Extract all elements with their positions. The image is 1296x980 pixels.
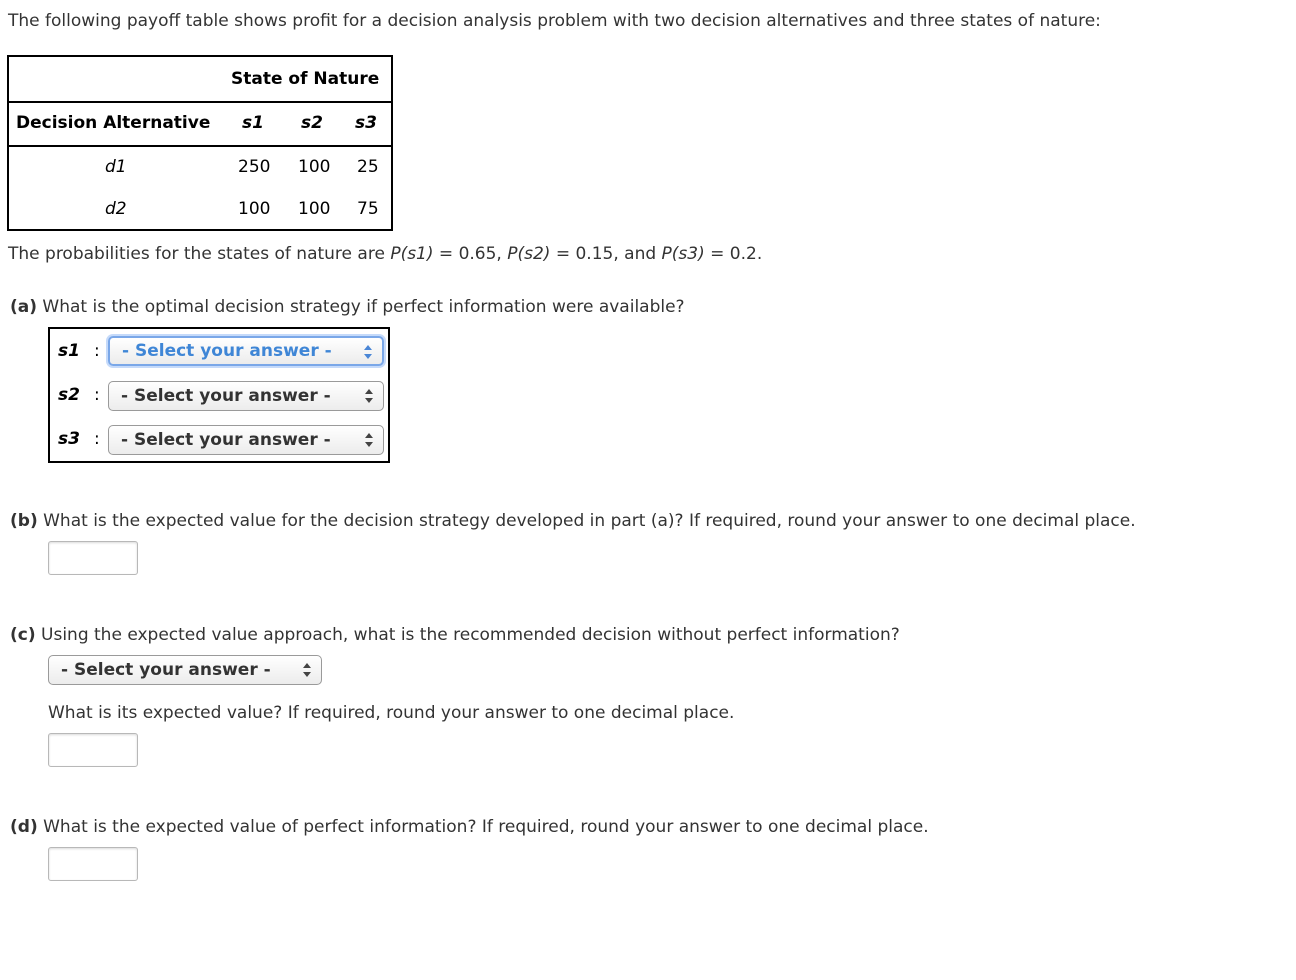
probabilities-text bbox=[8, 244, 762, 264]
question-c-tag: (c) bbox=[10, 625, 36, 645]
decision-d1: d1 bbox=[105, 157, 127, 177]
select-arrows-icon bbox=[365, 388, 373, 404]
select-arrows-icon bbox=[364, 344, 372, 360]
strategy-colon-s2: : bbox=[94, 385, 100, 405]
question-c bbox=[10, 625, 900, 645]
select-arrows-icon bbox=[303, 662, 311, 678]
question-d bbox=[10, 817, 929, 837]
intro-text: The following payoff table shows profit for a decision analysis problem with two decision alternatives and three states of nature: bbox=[8, 11, 1101, 31]
strategy-select-s2[interactable] bbox=[108, 381, 384, 411]
select-arrows-icon bbox=[365, 432, 373, 448]
payoff-table bbox=[7, 55, 393, 231]
strategy-colon-s1: : bbox=[94, 341, 100, 361]
strategy-label-s3: s3 bbox=[58, 429, 80, 449]
state-header-s1: s1 bbox=[242, 113, 264, 133]
strategy-colon-s3: : bbox=[94, 429, 100, 449]
prob-s3-label: P(s3) bbox=[661, 244, 705, 264]
question-a-text: What is the optimal decision strategy if perfect information were available? bbox=[37, 297, 685, 317]
prob-lead: The probabilities for the states of nature are bbox=[8, 244, 391, 264]
expected-value-perfect-info-input[interactable] bbox=[48, 541, 138, 575]
prob-s2-value: = 0.15, and bbox=[550, 244, 662, 264]
question-c-followup: What is its expected value? If required, round your answer to one decimal place. bbox=[48, 703, 735, 723]
question-d-text: What is the expected value of perfect information? If required, round your answer to one decimal place. bbox=[37, 817, 929, 837]
strategy-label-s2: s2 bbox=[58, 385, 80, 405]
question-b bbox=[10, 511, 1136, 531]
prob-s3-value: = 0.2. bbox=[704, 244, 763, 264]
cell-d1-s1: 250 bbox=[238, 157, 271, 177]
recommended-decision-select[interactable] bbox=[48, 655, 322, 685]
strategy-select-s3[interactable] bbox=[108, 425, 384, 455]
table-header-row bbox=[9, 57, 391, 103]
state-of-nature-header: State of Nature bbox=[231, 69, 380, 89]
cell-d2-s1: 100 bbox=[238, 199, 271, 219]
prob-s2-label: P(s2) bbox=[507, 244, 551, 264]
decision-alternative-header: Decision Alternative bbox=[16, 113, 211, 133]
question-c-text: Using the expected value approach, what is the recommended decision without perfect information? bbox=[35, 625, 900, 645]
table-row bbox=[9, 147, 391, 189]
state-header-s3: s3 bbox=[355, 113, 377, 133]
expected-value-without-info-input[interactable] bbox=[48, 733, 138, 767]
strategy-select-s1-value: - Select your answer - bbox=[122, 341, 332, 361]
question-a-tag: (a) bbox=[10, 297, 38, 317]
recommended-decision-select-value: - Select your answer - bbox=[61, 660, 271, 680]
strategy-label-s1: s1 bbox=[58, 341, 80, 361]
table-row bbox=[9, 189, 391, 231]
table-subheader-row bbox=[9, 101, 391, 147]
evpi-input[interactable] bbox=[48, 847, 138, 881]
prob-s1-value: = 0.65, bbox=[433, 244, 508, 264]
question-b-tag: (b) bbox=[10, 511, 38, 531]
prob-s1-label: P(s1) bbox=[390, 244, 434, 264]
strategy-select-s2-value: - Select your answer - bbox=[121, 386, 331, 406]
cell-d1-s3: 25 bbox=[357, 157, 379, 177]
cell-d2-s3: 75 bbox=[357, 199, 379, 219]
decision-d2: d2 bbox=[105, 199, 127, 219]
state-header-s2: s2 bbox=[301, 113, 323, 133]
question-a bbox=[10, 297, 685, 317]
strategy-select-s1[interactable] bbox=[108, 336, 384, 366]
question-d-tag: (d) bbox=[10, 817, 38, 837]
strategy-select-s3-value: - Select your answer - bbox=[121, 430, 331, 450]
strategy-answers-box bbox=[48, 327, 390, 463]
cell-d1-s2: 100 bbox=[298, 157, 331, 177]
question-b-text: What is the expected value for the decision strategy developed in part (a)? If required, round your answer to one decimal place. bbox=[37, 511, 1136, 531]
cell-d2-s2: 100 bbox=[298, 199, 331, 219]
